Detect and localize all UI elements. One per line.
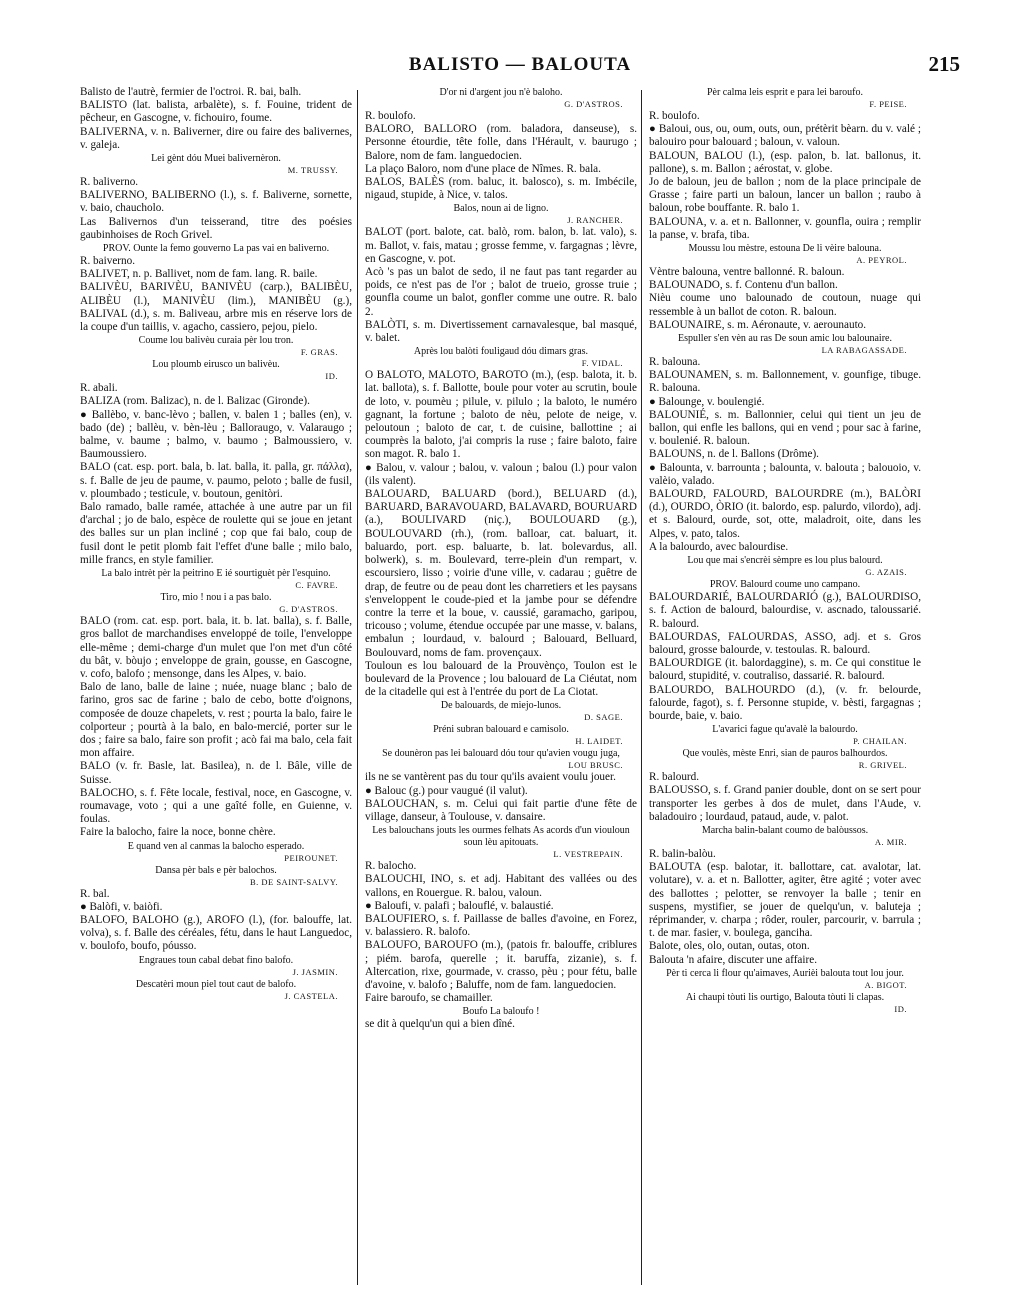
quotation: Pèr ti cerca li flour qu'aimaves, Aurièi balouta tout lou jour.	[666, 967, 904, 979]
citation-author: LOU BRUSC.	[568, 760, 623, 771]
dictionary-entry: BALOCHO, s. f. Fête locale, festival, noce, en Gascogne, v. roumavage, voto ; qui a une gaîté folle, en Guienne, v. foulas.	[80, 786, 352, 826]
dictionary-entry: R. balocho.	[365, 860, 417, 873]
citation-author: F. GRAS.	[300, 347, 338, 358]
dictionary-entry: BALOUNA, v. a. et n. Ballonner, v. gounfla, ouira ; remplir la panse, v. brafa, tiba.	[649, 215, 921, 241]
dictionary-entry: Balisto de l'autrè, fermier de l'octroi. R. bai, balh.	[80, 86, 302, 98]
dictionary-entry: ● Ballèbo, v. banc-lèvo ; ballen, v. balen 1 ; balles (en), v. bado (de) ; ballèu, v. bèn-lèu ; Balloraugo, v. Valaraugo ; balme, v. baume ; balmo, v. baumo ; Balmoussiero, v. Baumoussiero.	[80, 408, 352, 461]
quotation: PROV. Ounte la femo gouverno La pas vai en baliverno.	[102, 243, 330, 255]
dictionary-entry: BALOS, BALÈS (rom. baluc, it. balosco), s. m. Imbécile, nigaud, stupide, à Nice, v. talos.	[365, 176, 637, 202]
dictionary-entry: Balouta 'n afaire, discuter une affaire.	[649, 953, 817, 966]
quotation: La balo intrèt pèr la peitrino E ié sourtiguèt pèr l'esquino.	[101, 568, 331, 580]
quotation: Les balouchans jouts les ourmes felhats As acords d'un viouloun soun lèu apitouats.	[372, 825, 630, 849]
dictionary-entry: R. abali.	[80, 382, 118, 395]
dictionary-entry: R. bal.	[80, 887, 110, 900]
citation-author: G. D'ASTROS.	[279, 604, 338, 615]
citation-author: R. GRIVEL.	[858, 760, 907, 771]
quotation: Boufo La baloufo !	[462, 1006, 540, 1018]
dictionary-entry: R. boulofo.	[649, 110, 700, 122]
citation-author: J. CASTELA.	[284, 990, 338, 1001]
quotation: Engraues toun cabal debat fino balofo.	[138, 954, 294, 966]
dictionary-entry: Acò 's pas un balot de sedo, il ne faut pas tant regarder au poids, ce n'est pas de l'or ; balot de trueio, grosse truie ; gounfla coume un balot, gonfler comme une outre. R. balo 2.	[365, 266, 637, 318]
dictionary-entry: BALIVET, n. p. Ballivet, nom de fam. lang. R. baile.	[80, 268, 318, 281]
dictionary-entry: Balote, oles, olo, outan, outas, oton.	[649, 940, 810, 953]
dictionary-entry: O BALOTO, MALOTO, BAROTO (m.), (esp. balota, it. b. lat. ballota), s. f. Ballotte, boule pour voter au scrutin, boule de loto, v. poumèu ; pilule, v. pilulo ; la baloto, le numéro gagnant, la fortune ; baloto de nèu, pelote de neige, v. peloutoun ; baloto de car, t. de cuisine, ballottine ; ai coumprès la baloto, j'ai compris la ruse ; faire baloto, faire son magot. R. balo 1.	[365, 369, 637, 461]
quotation: Marcha balin-balant coumo de balòussos.	[701, 824, 869, 836]
citation-author: C. FAVRE.	[295, 580, 338, 591]
quotation: Après lou balòti fouligaud dóu dimars gras.	[413, 346, 589, 358]
page-number: 215	[928, 52, 960, 76]
dictionary-entry: BALOUNAMEN, s. m. Ballonnement, v. gounfige, tibuge. R. balouna.	[649, 369, 921, 395]
dictionary-entry: BALIZA (rom. Balizac), n. de l. Balizac (Gironde).	[80, 395, 310, 408]
citation-author: ID.	[325, 371, 338, 382]
dictionary-entry: Jo de baloun, jeu de ballon ; nom de la place principale de Grasse ; faire parti un baloun, lancer un ballon ; raubo à baloun, robe bouffante. R. balo 1.	[649, 176, 921, 215]
quotation: E quand ven al canmas la balocho esperado.	[127, 840, 305, 852]
dictionary-entry: R. balourd.	[649, 771, 700, 784]
dictionary-entry: ● Balounta, v. barrounta ; balounta, v. balouta ; balouoio, v. valèio, valado.	[649, 461, 921, 487]
running-title: BALISTO — BALOUTA	[408, 54, 632, 75]
dictionary-entry: R. balouna.	[649, 356, 701, 369]
quotation: Balos, noun ai de ligno.	[453, 203, 549, 215]
dictionary-entry: ● Balounge, v. boulengié.	[649, 395, 765, 408]
dictionary-entry: Nièu coume uno balounado de coutoun, nuage qui ressemble à un ballot de coton. R. baloun.	[649, 292, 921, 318]
quotation: Pèr calma leis esprit e para lei baroufo.	[706, 87, 864, 98]
column-right	[649, 86, 921, 1015]
citation-author: J. JASMIN.	[292, 966, 338, 977]
quotation: Espuller s'en vèn au ras De soun amic lou balounaire.	[678, 333, 892, 345]
column-divider	[641, 90, 642, 1285]
dictionary-entry: BALÒTI, s. m. Divertissement carnavalesque, bal masqué, v. balet.	[365, 318, 637, 345]
dictionary-entry: BALOURDO, BALHOURDO (d.), (v. fr. belourde, falourde, fagot), s. f. Personne stupide, v. bèsti, fargagnas ; bourde, baie, v. baio.	[649, 683, 921, 722]
dictionary-entry: BALO (v. fr. Basle, lat. Basilea), n. de l. Bâle, ville de Suisse.	[80, 760, 352, 786]
dictionary-entry: BALO (cat. esp. port. bala, b. lat. balla, it. palla, gr. πάλλα), s. f. Balle de jeu de paume, v. paumo, peloto ; balle de fusil, v. ploumbado ; testicule, v. boutoun, genitòri.	[80, 461, 352, 500]
dictionary-entry: BALOUN, BALOU (l.), (esp. palon, b. lat. ballonus, it. pallone), s. m. Ballon ; aérostat, v. globe.	[649, 149, 921, 175]
citation-author: J. RANCHER.	[567, 215, 623, 226]
quotation: L'avarici fague qu'avalè la balourdo.	[712, 724, 858, 736]
dictionary-entry: se dit à quelqu'un qui a bien dîné.	[365, 1018, 515, 1031]
dictionary-entry: Balo ramado, balle ramée, attachée à une autre par un fil d'archal ; jo de balo, espèce de roulette qui se joue en jetant des balles sur un plan incliné ; cop que fai balo, coup de fusil dont le petit plomb fait l'effet d'une balle ; milo balo, mille francs, en style familier.	[80, 501, 352, 566]
quotation: Lou ploumb eirusco un balivèu.	[152, 359, 280, 371]
dictionary-entry: BALOT (port. balote, cat. balò, rom. balon, b. lat. valo), s. m. Ballot, v. fais, matau ; grosse femme, v. fargagnas ; lèvre, en Gascogne, v. pot.	[365, 226, 637, 265]
dictionary-entry: ● Balòfi, v. baiòfi.	[80, 900, 163, 913]
quotation: Se dounèron pas lei balouard dóu tour qu'avien vougu juga,	[382, 748, 620, 760]
quotation: Moussu lou mèstre, estouna De li vèire balouna.	[688, 243, 882, 255]
citation-author: B. DE SAINT-SALVY.	[249, 876, 338, 887]
dictionary-entry: BALOUTA (esp. balotar, it. ballottare, cat. avalotar, lat. volutare), v. a. et n. Ballotter, agiter, être agité ; voter avec des ballottes ; pelotter, se renvoyer la balle ; tenir en suspens, mystifier, se jouer de quelqu'un, v. baluteja ; réprimander, v. charpa ; rôder, rouler, parcourir, v. barrula ; t. de mar. fasier, v. boulega, ganciha.	[649, 861, 921, 940]
dictionary-entry: BALOUNS, n. de l. Ballons (Drôme).	[649, 448, 819, 461]
dictionary-entry: BALOUNADO, s. f. Contenu d'un ballon.	[649, 279, 838, 292]
quotation: Coume lou balivèu curaia pèr lou tron.	[138, 335, 294, 347]
quotation: Que voulès, mèste Enri, sian de pauros balhourdos.	[682, 748, 888, 760]
citation-author: PEIROUNET.	[284, 852, 338, 863]
citation-author: LA RABAGASSADE.	[821, 345, 907, 356]
dictionary-entry: ● Balouc (g.) pour vaugué (il valut).	[365, 784, 528, 797]
dictionary-entry: R. baiverno.	[80, 255, 135, 268]
dictionary-entry: BALOUCHAN, s. m. Celui qui fait partie d'une fête de village, danseur, à Toulouse, v. dansaire.	[365, 797, 637, 823]
quotation: Tiro, mio ! nou i a pas balo.	[160, 592, 272, 604]
column-divider	[357, 90, 358, 1285]
page-header	[80, 54, 960, 84]
citation-author: L. VESTREPAIN.	[553, 849, 623, 860]
dictionary-entry: R. balin-balòu.	[649, 847, 716, 860]
citation-author: M. TRUSSY.	[287, 165, 338, 176]
column-left	[80, 86, 352, 1002]
dictionary-entry: BALOUSSO, s. f. Grand panier double, dont on se sert pour transporter les gerbes à dos de mulet, dans l'Aude, v. baladouiro ; lourdaud, pataud, aude, v. palot.	[649, 784, 921, 823]
dictionary-entry: BALOUCHI, INO, s. et adj. Habitant des vallées ou des vallons, en Rouergue. R. balou, valoun.	[365, 873, 637, 899]
quotation: Lou que mai s'encrèi sèmpre es lou plus balourd.	[687, 555, 883, 567]
dictionary-entry: BALOURDAS, FALOURDAS, ASSO, adj. et s. Gros balourd, grosse balourde, v. testoulas. R. balourd.	[649, 630, 921, 656]
dictionary-entry: Touloun es lou balouard de la Prouvènço, Toulon est le boulevard de la Provence ; lou balouard de La Ciéutat, nom de la citadelle qui est à l'entrée du port de La Ciotat.	[365, 659, 637, 699]
citation-author: D. SAGE.	[584, 712, 623, 723]
dictionary-entry: Faire la balocho, faire la noce, bonne chère.	[80, 826, 276, 839]
quotation: Descatèri moun piel tout caut de balofo.	[135, 978, 297, 990]
citation-author: ID.	[894, 1003, 907, 1014]
dictionary-entry: BALOUARD, BALUARD (bord.), BELUARD (d.), BARUARD, BARAVOUARD, BALAVARD, BOURUARD (a.), BOULIVARD (niç.), BOULOUARD (g.), BOULOUVARD (rh.), (rom. balloar, cat. baluart, it. baluardo, port. esp. baluarte, b. lat. bolevardus, all. bolwerk), s. m. Boulevard, terre-plein d'un rempart, v. escoursiero, lisso ; voirie d'une ville, v. cadarau ; guêtre de drap, de feutre ou de peau dont les charretiers et les paysans s'enveloppent le coude-pied et la jambe pour se défendre contre la terre et la boue, v. caussié, garamacho, garipou, tricouso ; volume, étendue occupée par une masse, v. balans, embalun ; lourdaud, v. balourd ; Balouard, Belluard, Boulouvard, noms de fam. provençaux.	[365, 488, 637, 659]
dictionary-entry: La plaço Baloro, nom d'une place de Nîmes. R. bala.	[365, 162, 601, 175]
quotation: D'or ni d'argent jou n'è baloho.	[439, 87, 563, 98]
dictionary-entry: BALISTO (lat. balista, arbalète), s. f. Fouine, trident de pêcheur, en Gascogne, v. fichouiro, foume.	[80, 99, 352, 125]
dictionary-entry: Balo de lano, balle de laine ; nuée, nuage blanc ; balo de farino, gros sac de farine ; balo de cebo, botte d'oignons, composée de douze chapelets, v. rest ; pourta la balo, faire le colporteur ; pourtà à la balo, en balo-mercié, porter sur le dos ; faire sa balo, faire son profit ; acò fai ma balo, cela fait mon affaire.	[80, 681, 352, 760]
dictionary-entry: BALO (rom. cat. esp. port. bala, it. b. lat. balla), s. f. Balle, gros ballot de marchandises enveloppé de toile, l'enveloppe elle-même ; demi-charge d'un mulet que l'on met d'un côté du bât, v. bòujo ; enveloppe de grain, gousse, en Gascogne, v. cofo, balofo ; mensonge, dans les Alpes, v. baio.	[80, 615, 352, 680]
dictionary-entry: BALOUNAIRE, s. m. Aéronaute, v. aerounauto.	[649, 318, 867, 331]
dictionary-entry: BALOURD, FALOURD, BALOURDRE (m.), BALÒRI (d.), OURDO, ÒRIO (it. balordo, esp. palurdo, vilordo), adj. et s. Balourd, ourde, sot, otte, maladroit, oite, dans les Alpes, v. pato, talos.	[649, 488, 921, 540]
quotation: PROV. Balourd coume uno campano.	[709, 579, 861, 591]
citation-author: F. VIDAL.	[581, 358, 623, 369]
dictionary-entry: BALIVÈU, BARIVÈU, BANIVÈU (carp.), BALIBÈU, ALIBÈU (l.), MANIVÈU (lim.), MANIBÈU (g.), BALIVAL (d.), s. m. Baliveau, arbre mis en réserve lors de la coupe d'un taillis, v. agacho, cassiero, pejou, pielo.	[80, 281, 352, 334]
dictionary-entry: BALOUFIERO, s. f. Paillasse de balles d'avoine, en Forez, v. balassiero. R. balofo.	[365, 912, 637, 939]
dictionary-entry: R. boulofo.	[365, 110, 416, 122]
citation-author: P. CHAILAN.	[853, 736, 907, 747]
dictionary-entry: Vèntre balouna, ventre ballonné. R. baloun.	[649, 266, 845, 279]
quotation: Lei gènt dóu Muei balivernèron.	[151, 153, 281, 165]
citation-author: G. D'ASTROS.	[564, 99, 623, 109]
dictionary-entry: ● Baloui, ous, ou, oum, outs, oun, prétèrit bèarn. du v. valé ; balouiro pour balouard ; baloun, v. valoun.	[649, 123, 921, 149]
dictionary-entry: R. baliverno.	[80, 176, 139, 189]
quotation: Dansa pèr bals e pèr balochos.	[155, 864, 277, 876]
dictionary-entry: Faire baroufo, se chamailler.	[365, 992, 493, 1005]
citation-author: G. AZAIS.	[865, 567, 907, 578]
citation-author: H. LAIDET.	[575, 736, 623, 747]
dictionary-entry: ● Balou, v. valour ; balou, v. valoun ; balou (l.) pour valon (ils valent).	[365, 461, 637, 487]
dictionary-entry: BALORO, BALLORO (rom. baladora, danseuse), s. Personne étourdie, tête folle, dans l'Hérault, v. baurugo ; Balore, nom de fam. languedocien.	[365, 123, 637, 162]
dictionary-entry: BALIVERNO, BALIBERNO (l.), s. f. Baliverne, sornette, v. baio, chaucholo.	[80, 189, 352, 215]
quotation: Préni subran balouard e camisolo.	[433, 724, 569, 736]
dictionary-entry: BALOUFO, BAROUFO (m.), (patois fr. balouffe, criblures ; piém. barofa, querelle ; it. baruffa, zizanie), s. f. Altercation, rixe, gourmade, v. crasso, pèu ; pour fétu, balle d'avoine, v. balofo ; Baluffe, nom de fam. languedocien.	[365, 939, 637, 991]
quotation: Ai chaupi tòuti lis ourtigo, Balouta tòuti li clapas.	[685, 991, 885, 1003]
dictionary-entry: ● Baloufi, v. palafi ; balouflé, v. balaustié.	[365, 899, 554, 912]
dictionary-entry: BALOURDIGE (it. balordaggine), s. m. Ce qui constitue le balourd, stupidité, v. coutraliso, dassarié. R. balourd.	[649, 657, 921, 683]
column-middle	[365, 86, 637, 1032]
quotation: De balouards, de miejo-lunos.	[440, 700, 562, 712]
dictionary-entry: BALOUNIÉ, s. m. Ballonnier, celui qui tient un jeu de ballon, qui enfle les ballons, qui en vend ; pour sac à farine, v. boulenié. R. baloun.	[649, 408, 921, 448]
dictionary-entry: BALIVERNA, v. n. Baliverner, dire ou faire des balivernes, v. galeja.	[80, 125, 352, 151]
dictionary-entry: BALOURDARIÉ, BALOURDARIÓ (g.), BALOURDISO, s. f. Action de balourd, balourdise, v. ascnado, taloussarié. R. balourd.	[649, 591, 921, 630]
citation-author: F. PEISE.	[869, 99, 907, 109]
dictionary-entry: A la balourdo, avec balourdise.	[649, 540, 789, 553]
dictionary-entry: BALOFO, BALOHO (g.), AROFO (l.), (for. balouffe, lat. volva), s. f. Balle des céréales, fétu, dans le haut Languedoc, v. boulofo, boufo, póusso.	[80, 913, 352, 953]
dictionary-entry: Las Balivernos d'un teisserand, titre des poésies gaubinhoises de Roch Grivel.	[80, 215, 352, 241]
citation-author: A. BIGOT.	[864, 979, 907, 990]
citation-author: A. MIR.	[874, 836, 907, 847]
citation-author: A. PEYROL.	[856, 255, 907, 266]
dictionary-entry: ils ne se vantèrent pas du tour qu'ils avaient voulu jouer.	[365, 771, 616, 784]
